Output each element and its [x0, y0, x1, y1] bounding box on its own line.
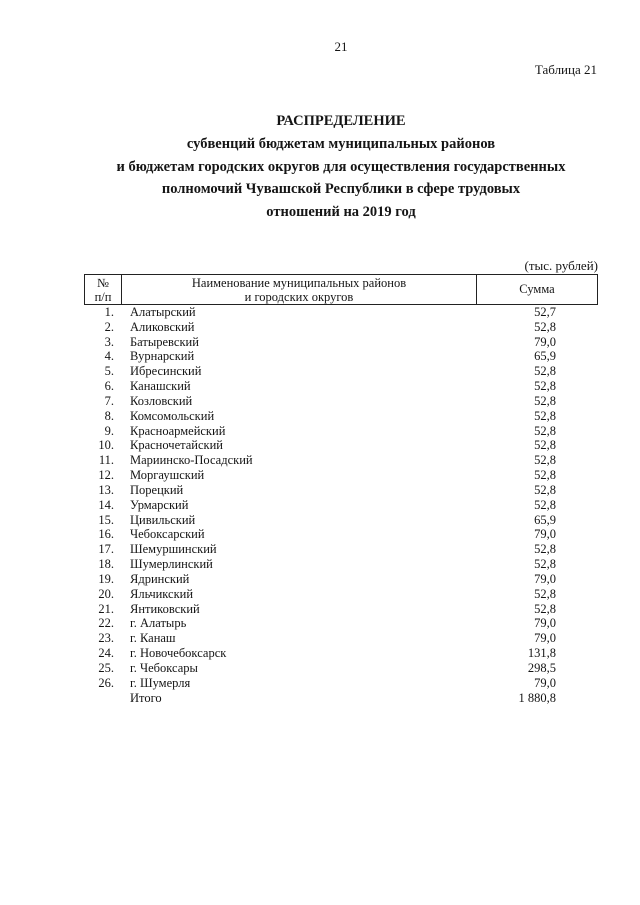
table-row [84, 602, 598, 617]
table-row [84, 587, 598, 602]
row-number: 14. [98, 497, 114, 512]
row-sum: 298,5 [527, 660, 556, 675]
table-row [84, 409, 598, 424]
row-number: 22. [98, 616, 114, 631]
row-name: г. Чебоксары [130, 660, 198, 675]
table-row [84, 349, 598, 364]
row-name: г. Канаш [130, 631, 176, 646]
row-name: Батыревский [130, 334, 199, 349]
row-sum: 79,0 [534, 527, 556, 542]
row-sum: 52,8 [534, 408, 556, 423]
row-number: 1. [104, 305, 114, 319]
row-number: 18. [98, 557, 114, 572]
row-name: Мариинско-Посадский [130, 453, 253, 468]
table-row [84, 453, 598, 468]
row-sum: 79,0 [534, 334, 556, 349]
row-name: Канашский [130, 379, 191, 394]
row-name: г. Шумерля [130, 675, 191, 690]
title-line: и бюджетам городских округов для осуществления государственных [116, 158, 566, 175]
row-name: Янтиковский [130, 601, 200, 616]
row-number: 20. [98, 586, 114, 601]
row-name: Яльчикский [130, 586, 194, 601]
row-sum: 65,9 [534, 349, 556, 364]
row-sum: 52,7 [534, 305, 556, 319]
table-row [84, 468, 598, 483]
table-row [84, 557, 598, 572]
row-sum: 52,8 [534, 393, 556, 408]
row-name: Алатырский [130, 305, 196, 319]
title-line: полномочий Чувашской Республики в сфере трудовых [161, 181, 521, 198]
row-name: Ибресинский [130, 364, 202, 379]
header-name-line: Наименование муниципальных районов [191, 276, 407, 290]
row-name: Шемуршинский [130, 542, 217, 557]
row-number: 12. [98, 468, 114, 483]
row-number: 15. [98, 512, 114, 527]
table-row [84, 438, 598, 453]
row-name: Цивильский [130, 512, 196, 527]
row-sum: 52,8 [534, 438, 556, 453]
row-number: 9. [104, 423, 114, 438]
header-number-cell [85, 275, 122, 304]
row-sum: 131,8 [527, 646, 556, 661]
row-sum: 65,9 [534, 512, 556, 527]
header-name-line: и городских округов [244, 290, 354, 304]
header-name-cell [122, 275, 477, 304]
table-row [84, 498, 598, 513]
row-number: 10. [98, 438, 114, 453]
table-row [84, 572, 598, 587]
row-number: 5. [104, 364, 114, 379]
title-line: отношений на 2019 год [266, 204, 416, 220]
row-name: Порецкий [130, 482, 184, 497]
table-row [84, 364, 598, 379]
row-number: 7. [104, 393, 114, 408]
table-row [84, 646, 598, 661]
table-label: Таблица 21 [534, 62, 597, 77]
total-sum: 1 880,8 [518, 690, 556, 705]
row-sum: 52,8 [534, 379, 556, 394]
table-row [84, 661, 598, 676]
table-header [84, 274, 598, 305]
table-row [84, 305, 598, 320]
header-sum-label: Сумма [519, 282, 555, 296]
row-name: Красноармейский [130, 423, 226, 438]
table-row [84, 335, 598, 350]
row-number: 19. [98, 571, 114, 586]
row-name: Ядринский [130, 571, 190, 586]
title-line: субвенций бюджетам муниципальных районов [186, 135, 496, 152]
row-sum: 52,8 [534, 497, 556, 512]
table-row [84, 542, 598, 557]
table-body [84, 305, 598, 705]
row-name: Моргаушский [130, 468, 205, 483]
document-title [84, 110, 598, 224]
row-number: 4. [104, 349, 114, 364]
row-name: Комсомольский [130, 408, 215, 423]
row-number: 24. [98, 646, 114, 661]
row-number: 13. [98, 482, 114, 497]
row-number: 8. [104, 408, 114, 423]
row-number: 25. [98, 660, 114, 675]
row-name: Шумерлинский [130, 557, 213, 572]
row-sum: 52,8 [534, 601, 556, 616]
row-name: Козловский [130, 393, 193, 408]
row-name: Урмарский [130, 497, 189, 512]
row-sum: 52,8 [534, 468, 556, 483]
row-number: 6. [104, 379, 114, 394]
row-number: 23. [98, 631, 114, 646]
row-number: 16. [98, 527, 114, 542]
total-row [84, 691, 598, 706]
row-sum: 52,8 [534, 482, 556, 497]
row-sum: 52,8 [534, 557, 556, 572]
row-sum: 52,8 [534, 542, 556, 557]
units-note: (тыс. рублей) [524, 258, 598, 273]
row-number: 11. [98, 453, 114, 468]
row-sum: 52,8 [534, 423, 556, 438]
row-number: 17. [98, 542, 114, 557]
table-row [84, 483, 598, 498]
row-name: г. Новочебоксарск [130, 646, 227, 661]
row-sum: 79,0 [534, 631, 556, 646]
row-sum: 52,8 [534, 319, 556, 334]
header-number-line: п/п [94, 290, 112, 304]
row-name: Чебоксарский [130, 527, 205, 542]
table-row [84, 527, 598, 542]
row-sum: 79,0 [534, 571, 556, 586]
table-row [84, 379, 598, 394]
table-row [84, 424, 598, 439]
row-name: Красночетайский [130, 438, 223, 453]
row-sum: 52,8 [534, 453, 556, 468]
table-row [84, 394, 598, 409]
row-number: 3. [104, 334, 114, 349]
header-sum-cell [477, 275, 597, 304]
row-number: 26. [98, 675, 114, 690]
row-sum: 79,0 [534, 616, 556, 631]
row-sum: 52,8 [534, 364, 556, 379]
table-row [84, 513, 598, 528]
total-label: Итого [130, 690, 162, 705]
page-number: 21 [334, 39, 348, 54]
table-row [84, 631, 598, 646]
row-number: 21. [98, 601, 114, 616]
header-number-line: № [97, 276, 109, 290]
row-sum: 52,8 [534, 586, 556, 601]
title-line: РАСПРЕДЕЛЕНИЕ [276, 113, 406, 129]
row-name: Аликовский [130, 319, 195, 334]
table-row [84, 616, 598, 631]
row-number: 2. [104, 319, 114, 334]
row-name: Вурнарский [130, 349, 195, 364]
row-name: г. Алатырь [130, 616, 187, 631]
table-row [84, 320, 598, 335]
row-sum: 79,0 [534, 675, 556, 690]
table-row [84, 676, 598, 691]
